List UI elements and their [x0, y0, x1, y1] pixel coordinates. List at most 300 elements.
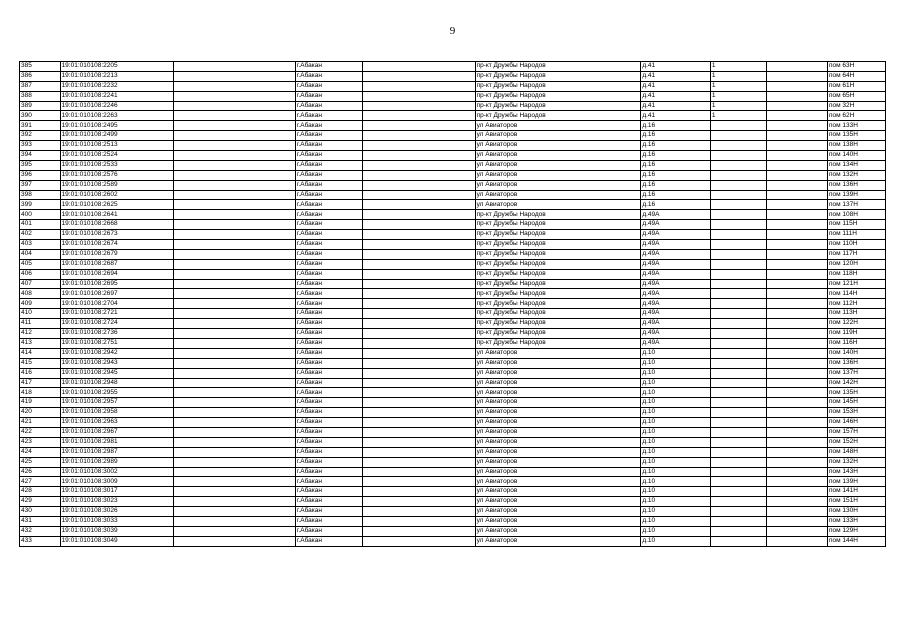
blank-cell	[766, 437, 827, 447]
house-cell: д.10	[641, 516, 711, 526]
blank-cell	[766, 457, 827, 467]
street-cell: ул Авиаторов	[475, 408, 641, 418]
premises-cell: пом 65Н	[827, 91, 885, 101]
premises-cell: пом 61Н	[827, 81, 885, 91]
city-cell: г.Абакан	[295, 299, 362, 309]
house-cell: д.49А	[641, 249, 711, 259]
cadastral-number-cell: 19:01:010108:2589	[60, 180, 174, 190]
table-row	[20, 408, 886, 418]
blank-cell	[174, 200, 296, 210]
city-cell: г.Абакан	[295, 279, 362, 289]
premises-cell: пом 138Н	[827, 141, 885, 151]
row-number-cell: 407	[20, 279, 61, 289]
cadastral-number-cell: 19:01:010108:2625	[60, 200, 174, 210]
house-cell: д.10	[641, 477, 711, 487]
premises-cell: пом 136Н	[827, 180, 885, 190]
cadastral-number-cell: 19:01:010108:2674	[60, 240, 174, 250]
blank-cell	[766, 91, 827, 101]
building-cell	[710, 269, 766, 279]
building-cell	[710, 131, 766, 141]
building-cell	[710, 121, 766, 131]
city-cell: г.Абакан	[295, 516, 362, 526]
premises-cell: пом 110Н	[827, 240, 885, 250]
blank-cell	[363, 299, 475, 309]
premises-cell: пом 148Н	[827, 447, 885, 457]
city-cell: г.Абакан	[295, 526, 362, 536]
blank-cell	[363, 240, 475, 250]
blank-cell	[766, 141, 827, 151]
table-row	[20, 319, 886, 329]
house-cell: д.41	[641, 71, 711, 81]
blank-cell	[766, 62, 827, 72]
premises-cell: пом 62Н	[827, 111, 885, 121]
house-cell: д.10	[641, 398, 711, 408]
house-cell: д.10	[641, 378, 711, 388]
row-number-cell: 386	[20, 71, 61, 81]
table-row	[20, 160, 886, 170]
building-cell	[710, 259, 766, 269]
street-cell: ул Авиаторов	[475, 358, 641, 368]
street-cell: пр-кт Дружбы Народов	[475, 220, 641, 230]
city-cell: г.Абакан	[295, 289, 362, 299]
building-cell: 1	[710, 71, 766, 81]
row-number-cell: 418	[20, 388, 61, 398]
blank-cell	[363, 447, 475, 457]
register-body	[20, 62, 886, 547]
building-cell	[710, 309, 766, 319]
house-cell: д.16	[641, 190, 711, 200]
blank-cell	[174, 240, 296, 250]
building-cell	[710, 388, 766, 398]
premises-cell: пом 112Н	[827, 299, 885, 309]
row-number-cell: 385	[20, 62, 61, 72]
blank-cell	[174, 497, 296, 507]
street-cell: ул Авиаторов	[475, 418, 641, 428]
street-cell: ул Авиаторов	[475, 526, 641, 536]
house-cell: д.16	[641, 180, 711, 190]
building-cell	[710, 160, 766, 170]
house-cell: д.10	[641, 427, 711, 437]
row-number-cell: 401	[20, 220, 61, 230]
blank-cell	[766, 427, 827, 437]
premises-cell: пом 135Н	[827, 131, 885, 141]
street-cell: ул Авиаторов	[475, 457, 641, 467]
blank-cell	[766, 200, 827, 210]
building-cell	[710, 408, 766, 418]
blank-cell	[766, 151, 827, 161]
cadastral-number-cell: 19:01:010108:2533	[60, 160, 174, 170]
blank-cell	[766, 418, 827, 428]
cadastral-number-cell: 19:01:010108:3033	[60, 516, 174, 526]
blank-cell	[174, 289, 296, 299]
row-number-cell: 431	[20, 516, 61, 526]
blank-cell	[174, 526, 296, 536]
city-cell: г.Абакан	[295, 111, 362, 121]
street-cell: пр-кт Дружбы Народов	[475, 71, 641, 81]
street-cell: пр-кт Дружбы Народов	[475, 249, 641, 259]
blank-cell	[174, 81, 296, 91]
street-cell: пр-кт Дружбы Народов	[475, 111, 641, 121]
row-number-cell: 390	[20, 111, 61, 121]
building-cell: 1	[710, 81, 766, 91]
table-row	[20, 338, 886, 348]
cadastral-number-cell: 19:01:010108:3026	[60, 507, 174, 517]
city-cell: г.Абакан	[295, 348, 362, 358]
table-row	[20, 121, 886, 131]
city-cell: г.Абакан	[295, 190, 362, 200]
page-number: 9	[449, 25, 456, 37]
blank-cell	[174, 210, 296, 220]
table-row	[20, 368, 886, 378]
table-row	[20, 220, 886, 230]
blank-cell	[363, 507, 475, 517]
city-cell: г.Абакан	[295, 368, 362, 378]
premises-cell: пом 134Н	[827, 160, 885, 170]
blank-cell	[766, 447, 827, 457]
building-cell	[710, 338, 766, 348]
premises-cell: пом 143Н	[827, 467, 885, 477]
blank-cell	[766, 348, 827, 358]
table-row	[20, 180, 886, 190]
street-cell: ул Авиаторов	[475, 388, 641, 398]
street-cell: пр-кт Дружбы Народов	[475, 269, 641, 279]
city-cell: г.Абакан	[295, 249, 362, 259]
blank-cell	[766, 269, 827, 279]
house-cell: д.49А	[641, 279, 711, 289]
table-row	[20, 210, 886, 220]
blank-cell	[363, 230, 475, 240]
cadastral-number-cell: 19:01:010108:2989	[60, 457, 174, 467]
building-cell	[710, 536, 766, 546]
blank-cell	[766, 329, 827, 339]
city-cell: г.Абакан	[295, 200, 362, 210]
building-cell	[710, 200, 766, 210]
street-cell: ул Авиаторов	[475, 368, 641, 378]
blank-cell	[174, 398, 296, 408]
street-cell: пр-кт Дружбы Народов	[475, 279, 641, 289]
city-cell: г.Абакан	[295, 437, 362, 447]
house-cell: д.49А	[641, 309, 711, 319]
table-row	[20, 309, 886, 319]
blank-cell	[766, 121, 827, 131]
street-cell: ул Авиаторов	[475, 200, 641, 210]
table-row	[20, 418, 886, 428]
house-cell: д.10	[641, 467, 711, 477]
cadastral-number-cell: 19:01:010108:2695	[60, 279, 174, 289]
blank-cell	[766, 338, 827, 348]
cadastral-number-cell: 19:01:010108:2987	[60, 447, 174, 457]
premises-cell: пом 64Н	[827, 71, 885, 81]
house-cell: д.16	[641, 131, 711, 141]
cadastral-number-cell: 19:01:010108:2668	[60, 220, 174, 230]
row-number-cell: 422	[20, 427, 61, 437]
cadastral-number-cell: 19:01:010108:2948	[60, 378, 174, 388]
blank-cell	[363, 378, 475, 388]
blank-cell	[174, 319, 296, 329]
blank-cell	[766, 526, 827, 536]
premises-cell: пом 114Н	[827, 289, 885, 299]
blank-cell	[174, 457, 296, 467]
blank-cell	[174, 329, 296, 339]
city-cell: г.Абакан	[295, 101, 362, 111]
blank-cell	[174, 348, 296, 358]
blank-cell	[363, 408, 475, 418]
premises-cell: пом 129Н	[827, 526, 885, 536]
blank-cell	[363, 71, 475, 81]
building-cell	[710, 279, 766, 289]
blank-cell	[363, 467, 475, 477]
blank-cell	[766, 279, 827, 289]
blank-cell	[174, 131, 296, 141]
table-row	[20, 348, 886, 358]
blank-cell	[174, 338, 296, 348]
table-row	[20, 230, 886, 240]
row-number-cell: 420	[20, 408, 61, 418]
house-cell: д.41	[641, 62, 711, 72]
house-cell: д.41	[641, 111, 711, 121]
city-cell: г.Абакан	[295, 121, 362, 131]
premises-cell: пом 151Н	[827, 497, 885, 507]
blank-cell	[363, 62, 475, 72]
house-cell: д.10	[641, 457, 711, 467]
cadastral-number-cell: 19:01:010108:2241	[60, 91, 174, 101]
street-cell: ул Авиаторов	[475, 437, 641, 447]
cadastral-number-cell: 19:01:010108:2694	[60, 269, 174, 279]
building-cell	[710, 190, 766, 200]
blank-cell	[363, 289, 475, 299]
premises-cell: пом 132Н	[827, 170, 885, 180]
building-cell	[710, 249, 766, 259]
blank-cell	[174, 160, 296, 170]
street-cell: пр-кт Дружбы Народов	[475, 210, 641, 220]
building-cell	[710, 348, 766, 358]
blank-cell	[174, 368, 296, 378]
building-cell	[710, 210, 766, 220]
building-cell	[710, 220, 766, 230]
cadastral-number-cell: 19:01:010108:2641	[60, 210, 174, 220]
cadastral-number-cell: 19:01:010108:3009	[60, 477, 174, 487]
cadastral-number-cell: 19:01:010108:2524	[60, 151, 174, 161]
table-row	[20, 91, 886, 101]
blank-cell	[766, 467, 827, 477]
city-cell: г.Абакан	[295, 230, 362, 240]
premises-cell: пом 133Н	[827, 121, 885, 131]
blank-cell	[363, 437, 475, 447]
blank-cell	[174, 309, 296, 319]
blank-cell	[174, 170, 296, 180]
cadastral-number-cell: 19:01:010108:2736	[60, 329, 174, 339]
building-cell	[710, 170, 766, 180]
city-cell: г.Абакан	[295, 418, 362, 428]
premises-cell: пом 135Н	[827, 388, 885, 398]
blank-cell	[363, 338, 475, 348]
city-cell: г.Абакан	[295, 170, 362, 180]
city-cell: г.Абакан	[295, 269, 362, 279]
building-cell	[710, 151, 766, 161]
building-cell	[710, 457, 766, 467]
blank-cell	[363, 101, 475, 111]
house-cell: д.10	[641, 358, 711, 368]
house-cell: д.10	[641, 388, 711, 398]
city-cell: г.Абакан	[295, 329, 362, 339]
house-cell: д.10	[641, 408, 711, 418]
street-cell: ул Авиаторов	[475, 398, 641, 408]
street-cell: пр-кт Дружбы Народов	[475, 329, 641, 339]
blank-cell	[766, 220, 827, 230]
city-cell: г.Абакан	[295, 309, 362, 319]
city-cell: г.Абакан	[295, 220, 362, 230]
street-cell: пр-кт Дружбы Народов	[475, 259, 641, 269]
cadastral-number-cell: 19:01:010108:2958	[60, 408, 174, 418]
cadastral-number-cell: 19:01:010108:2576	[60, 170, 174, 180]
row-number-cell: 405	[20, 259, 61, 269]
row-number-cell: 398	[20, 190, 61, 200]
row-number-cell: 397	[20, 180, 61, 190]
cadastral-number-cell: 19:01:010108:2246	[60, 101, 174, 111]
blank-cell	[174, 220, 296, 230]
building-cell	[710, 477, 766, 487]
building-cell	[710, 329, 766, 339]
blank-cell	[363, 210, 475, 220]
blank-cell	[766, 170, 827, 180]
cadastral-number-cell: 19:01:010108:3002	[60, 467, 174, 477]
cadastral-number-cell: 19:01:010108:2724	[60, 319, 174, 329]
blank-cell	[363, 160, 475, 170]
city-cell: г.Абакан	[295, 467, 362, 477]
row-number-cell: 403	[20, 240, 61, 250]
table-row	[20, 378, 886, 388]
row-number-cell: 402	[20, 230, 61, 240]
blank-cell	[363, 516, 475, 526]
blank-cell	[363, 190, 475, 200]
city-cell: г.Абакан	[295, 487, 362, 497]
cadastral-register-table	[19, 61, 886, 547]
table-row	[20, 358, 886, 368]
blank-cell	[766, 111, 827, 121]
house-cell: д.10	[641, 507, 711, 517]
row-number-cell: 387	[20, 81, 61, 91]
blank-cell	[363, 358, 475, 368]
building-cell	[710, 398, 766, 408]
table-row	[20, 536, 886, 546]
row-number-cell: 400	[20, 210, 61, 220]
house-cell: д.16	[641, 121, 711, 131]
building-cell: 1	[710, 111, 766, 121]
table-row	[20, 200, 886, 210]
house-cell: д.10	[641, 447, 711, 457]
city-cell: г.Абакан	[295, 240, 362, 250]
premises-cell: пом 133Н	[827, 516, 885, 526]
blank-cell	[363, 81, 475, 91]
street-cell: пр-кт Дружбы Народов	[475, 240, 641, 250]
house-cell: д.10	[641, 437, 711, 447]
premises-cell: пом 137Н	[827, 200, 885, 210]
blank-cell	[766, 240, 827, 250]
blank-cell	[363, 348, 475, 358]
city-cell: г.Абакан	[295, 398, 362, 408]
blank-cell	[174, 408, 296, 418]
house-cell: д.16	[641, 141, 711, 151]
city-cell: г.Абакан	[295, 427, 362, 437]
building-cell	[710, 230, 766, 240]
blank-cell	[174, 141, 296, 151]
premises-cell: пом 130Н	[827, 507, 885, 517]
table-row	[20, 111, 886, 121]
blank-cell	[174, 536, 296, 546]
city-cell: г.Абакан	[295, 62, 362, 72]
cadastral-number-cell: 19:01:010108:3039	[60, 526, 174, 536]
house-cell: д.49А	[641, 289, 711, 299]
cadastral-number-cell: 19:01:010108:2751	[60, 338, 174, 348]
building-cell	[710, 526, 766, 536]
blank-cell	[363, 319, 475, 329]
house-cell: д.49А	[641, 220, 711, 230]
blank-cell	[363, 131, 475, 141]
city-cell: г.Абакан	[295, 319, 362, 329]
table-row	[20, 457, 886, 467]
building-cell	[710, 507, 766, 517]
cadastral-number-cell: 19:01:010108:2232	[60, 81, 174, 91]
blank-cell	[174, 299, 296, 309]
city-cell: г.Абакан	[295, 507, 362, 517]
street-cell: пр-кт Дружбы Народов	[475, 230, 641, 240]
building-cell	[710, 358, 766, 368]
building-cell	[710, 378, 766, 388]
row-number-cell: 392	[20, 131, 61, 141]
street-cell: ул Авиаторов	[475, 427, 641, 437]
blank-cell	[363, 368, 475, 378]
blank-cell	[174, 180, 296, 190]
house-cell: д.41	[641, 91, 711, 101]
table-row	[20, 526, 886, 536]
premises-cell: пом 115Н	[827, 220, 885, 230]
street-cell: ул Авиаторов	[475, 170, 641, 180]
cadastral-number-cell: 19:01:010108:2943	[60, 358, 174, 368]
blank-cell	[174, 71, 296, 81]
cadastral-number-cell: 19:01:010108:2955	[60, 388, 174, 398]
premises-cell: пом 121Н	[827, 279, 885, 289]
premises-cell: пом 111Н	[827, 230, 885, 240]
premises-cell: пом 32Н	[827, 101, 885, 111]
row-number-cell: 425	[20, 457, 61, 467]
cadastral-number-cell: 19:01:010108:2205	[60, 62, 174, 72]
row-number-cell: 388	[20, 91, 61, 101]
city-cell: г.Абакан	[295, 388, 362, 398]
row-number-cell: 415	[20, 358, 61, 368]
building-cell	[710, 418, 766, 428]
building-cell	[710, 437, 766, 447]
cadastral-number-cell: 19:01:010108:2967	[60, 427, 174, 437]
blank-cell	[766, 388, 827, 398]
blank-cell	[363, 497, 475, 507]
cadastral-number-cell: 19:01:010108:2697	[60, 289, 174, 299]
cadastral-number-cell: 19:01:010108:3017	[60, 487, 174, 497]
blank-cell	[766, 289, 827, 299]
cadastral-number-cell: 19:01:010108:2687	[60, 259, 174, 269]
table-row	[20, 170, 886, 180]
house-cell: д.10	[641, 418, 711, 428]
house-cell: д.16	[641, 160, 711, 170]
premises-cell: пом 142Н	[827, 378, 885, 388]
table-row	[20, 289, 886, 299]
blank-cell	[766, 160, 827, 170]
table-row	[20, 487, 886, 497]
house-cell: д.10	[641, 487, 711, 497]
house-cell: д.49А	[641, 269, 711, 279]
premises-cell: пом 153Н	[827, 408, 885, 418]
blank-cell	[363, 200, 475, 210]
row-number-cell: 427	[20, 477, 61, 487]
